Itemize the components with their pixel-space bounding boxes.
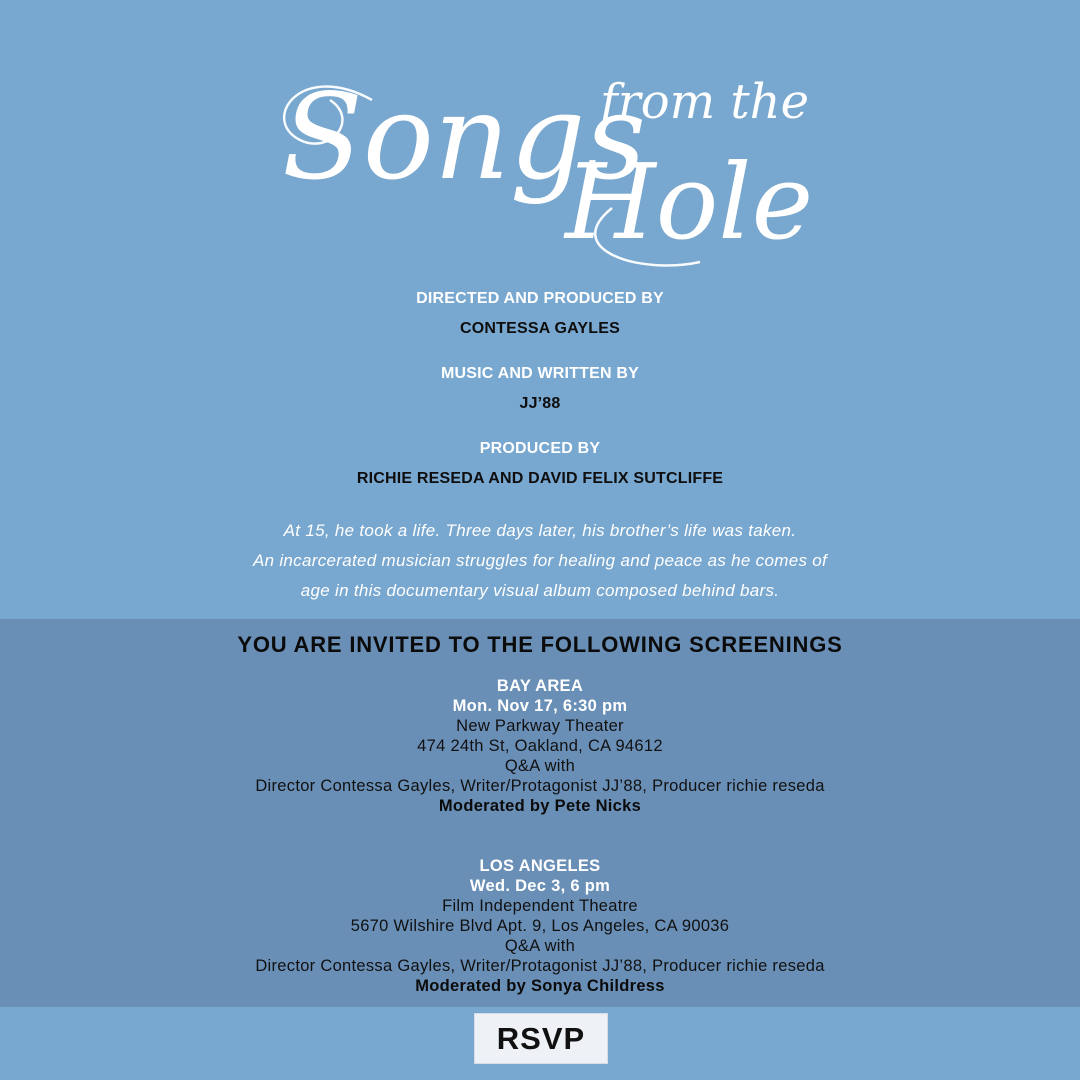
event-region: BAY AREA xyxy=(496,677,584,695)
event-qa-label: Q&A with xyxy=(504,937,576,955)
credit-role-producers: PRODUCED BY xyxy=(479,440,601,457)
rsvp-button[interactable]: RSVP xyxy=(474,1013,608,1064)
event-datetime: Mon. Nov 17, 6:30 pm xyxy=(452,697,628,715)
event-panelists: Director Contessa Gayles, Writer/Protagonist JJ’88, Producer richie reseda xyxy=(255,957,825,975)
event-venue: New Parkway Theater xyxy=(456,717,624,735)
event-address: 5670 Wilshire Blvd Apt. 9, Los Angeles, CA 90036 xyxy=(350,917,730,935)
synopsis-line-1: At 15, he took a life. Three days later, his brother’s life was taken. xyxy=(283,521,797,540)
title-word-songs: Songs xyxy=(282,68,646,206)
credit-name-producers: RICHIE RESEDA AND DAVID FELIX SUTCLIFFE xyxy=(356,470,724,487)
event-address: 474 24th St, Oakland, CA 94612 xyxy=(417,737,663,755)
event-moderator: Moderated by Sonya Childress xyxy=(415,977,665,995)
synopsis-line-3: age in this documentary visual album composed behind bars. xyxy=(300,581,780,600)
title-word-hole: Hole xyxy=(565,141,814,263)
event-qa-label: Q&A with xyxy=(504,757,576,775)
credit-role-music: MUSIC AND WRITTEN BY xyxy=(440,365,640,382)
event-datetime: Wed. Dec 3, 6 pm xyxy=(469,877,611,895)
film-title-logo xyxy=(0,0,1080,285)
event-venue: Film Independent Theatre xyxy=(442,897,638,915)
credit-role-director: DIRECTED AND PRODUCED BY xyxy=(416,290,664,307)
event-panelists: Director Contessa Gayles, Writer/Protagonist JJ’88, Producer richie reseda xyxy=(255,777,825,795)
event-region: LOS ANGELES xyxy=(479,857,601,875)
event-moderator: Moderated by Pete Nicks xyxy=(438,797,642,815)
title-word-from-the: from the xyxy=(600,74,809,130)
synopsis-line-2: An incarcerated musician struggles for healing and peace as he comes of xyxy=(252,551,828,570)
credit-name-music: JJ’88 xyxy=(519,395,561,412)
credit-name-director: CONTESSA GAYLES xyxy=(459,320,621,337)
screenings-heading: YOU ARE INVITED TO THE FOLLOWING SCREENINGS xyxy=(237,632,843,657)
